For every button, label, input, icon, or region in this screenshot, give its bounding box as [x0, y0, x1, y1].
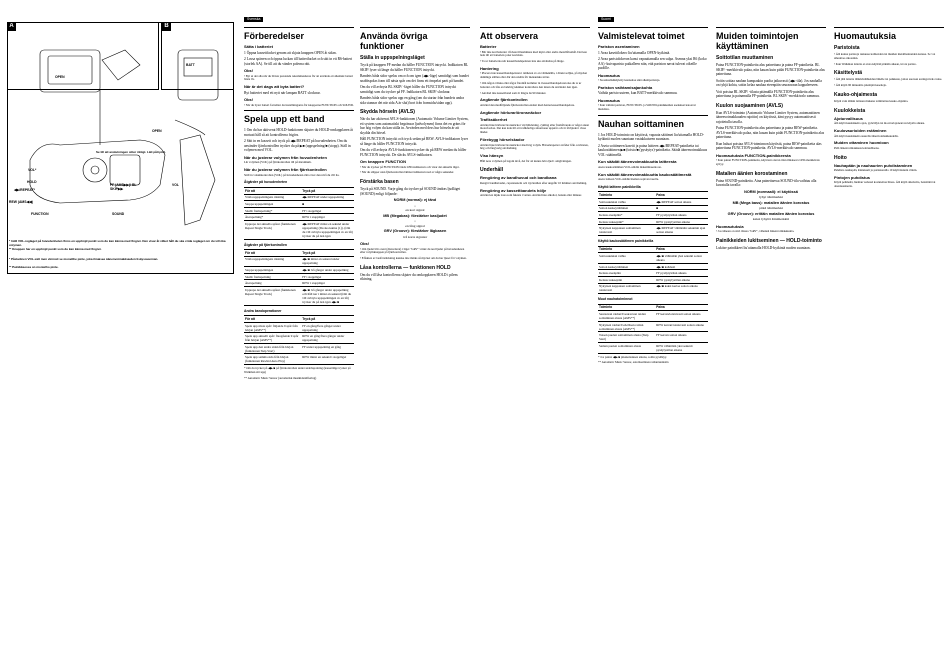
- table-cell: FF kerran soiton aikana: [655, 332, 708, 343]
- table-row: [244, 201, 354, 208]
- table-header-cell: Paina: [655, 304, 708, 311]
- heading-fi-traffic: Ajoturvallisuus: [834, 115, 863, 121]
- heading-fi-vol-remote: Kun säädät äänenvoimakkuutta kaukosäätimestä: [598, 171, 692, 177]
- table-row: [598, 311, 708, 322]
- table-cell: Seuraavan raidan/9 seuraavan raidan soittaminen alusta (AMS**): [598, 311, 655, 322]
- diagram-note-4: ** Painikkeessa on monielho pinte.: [9, 265, 59, 269]
- table-row: [244, 343, 354, 354]
- cleaning-head-note: Rengör bandhuvudet, capstanaxeln och tryckrullen efter ungefär 10 timmars användning.: [480, 180, 588, 185]
- heading-battery: Sätta i batteriet: [244, 44, 273, 49]
- mode-grv: GRV (Groove): förstärker lågbasen: [383, 229, 447, 234]
- fi-playmode-1: Paina FUNCTION-painiketta alas painettuna ja paina FF-painiketta. BL SKIP/ -merkkivalo palaa, niin kauan kuin pidät FUNCTION-painiketta alas painettuna.: [716, 63, 825, 76]
- play-step-2: 2 Sätt in en kassett och tryck på ◀▶/REPEAT på huvudenheten. Om du använder fjärrkontrollen trycker du på ▶■ (uppspelning/■ (stopp). Ställ in volymen med VOL.: [244, 139, 351, 153]
- language-tab-swedish: Svenska: [244, 17, 263, 22]
- hold-text: Om du vill låsa kontrollerna skjuter du omkopplaren HOLD i pilens riktning.: [360, 272, 458, 282]
- table-header-cell: Toiminto: [598, 192, 655, 199]
- bass-note-2: • Effekten av basförstärkning kanske inte märks så mycket om du har ljuset för volymen.: [360, 256, 467, 261]
- table-cell: Stoppa uppspelningen: [244, 267, 301, 274]
- fi-batt-1: • Älä kanna paristoja taskussa kolikoiden tai muiden metalliesineiden kanssa. Se voi aiheuttaa oikosulun.: [834, 52, 936, 60]
- fi-mode-signal-3: kaksi lyhyttä äänimerkkiä: [752, 217, 790, 222]
- heading-bass: Förstärka basen: [360, 179, 399, 186]
- heading-fi-remote: Kauko-ohjaimesta: [834, 91, 878, 98]
- diagram-note-2: ** Knappen har en upphöjd punkt som du kan känna med fingret.: [9, 247, 102, 251]
- fi-consider: Pidä äänenvoimakkuus kohtuullisena.: [834, 145, 880, 150]
- table-cell: ◀▶/■ minst en sekund under uppspelning: [301, 256, 354, 267]
- heading-fi-clean-head: Nauhapään ja nauhaurien puhdistaminen: [834, 162, 913, 168]
- heading-fi-hearing: Kuulovaurioiden estäminen: [834, 128, 887, 134]
- vol-remote-text: Ställ in volumkontrollen (VOL) på huvudenheten rätta över den nivå du vill ha.: [244, 172, 340, 177]
- function-label: FUNCTION: [31, 212, 49, 216]
- repeat-label: ◀▶/REPEAT*: [14, 188, 35, 192]
- vol-label: VOL*: [28, 168, 37, 172]
- step-1: 1 Öppna kassettfacket genom att skjuta knappen OPEN åt sidan.: [244, 50, 337, 55]
- fi-table-3-caption: Muut nauhatoiminnot: [598, 297, 633, 302]
- heading-fi-playmode: Soittotilan muuttaminen: [716, 55, 774, 61]
- heading-maintenance: Underhåll: [480, 167, 504, 174]
- fi-clean-case: Käytä pehmeää, hieman vedessä kostutettua liinaa. Älä käytä alkoholia, bensiiniä tai ohennusainetta.: [834, 180, 936, 189]
- batt-label: BATT: [186, 63, 195, 67]
- fi-bass-note: • Jos ääneen on särö tilassa "GRV", vähennä äänenvoimakkuutta.: [716, 229, 795, 234]
- fi-remote: Käytä vain tämän laitteen mukana toimitettua kauko-ohjainta.: [834, 98, 909, 103]
- table-main-unit: [244, 187, 354, 240]
- sound-label: SOUND: [112, 212, 125, 216]
- table-row: [244, 207, 354, 214]
- heading-headphones: Angående hörlurar/öronsnäckor: [480, 109, 542, 115]
- heading-fi-headphones: Kuulokkeista: [834, 107, 866, 114]
- table-cell: Snabb framspolning: [244, 273, 301, 280]
- heading-fi-batteries: Paristoista: [834, 45, 860, 51]
- heading-observe: Att observera: [480, 27, 590, 41]
- table-header-cell: För att: [244, 250, 301, 257]
- table-other-ops: [244, 315, 354, 365]
- table-row: [598, 218, 708, 225]
- fi-table-1-caption: Käyttö laitteen painikkeilla: [598, 184, 641, 189]
- column-fi-notes: [834, 24, 944, 664]
- table-header-row: [244, 250, 354, 257]
- table-row: [598, 321, 708, 332]
- table-cell: Saman puolen soittaminen alusta: [598, 342, 655, 353]
- handling-3: • Använd inte kassettband som är längre än 90 minuter.: [480, 90, 547, 95]
- open-label-a: OPEN: [55, 75, 65, 79]
- table-cell: ◀▶/■ kaksi kertaa soiton aikana: [655, 283, 708, 294]
- fi-table-2-caption: Käyttö kaukosäätimen painikkeilla: [598, 239, 654, 244]
- table-cell: Spela upp den andra sidan från början (funktionen Skip Start): [244, 343, 301, 354]
- fi-vol-remote: Aseta laitteen VOL-säädin hieman sopivan tasolle.: [598, 177, 659, 182]
- table-cell: Nykyisen raidan/9 edellisen raidan soittaminen alusta (AMS**): [598, 321, 655, 332]
- heading-fi-functions: Muiden toimintojen käyttäminen: [716, 27, 826, 51]
- table-header-row: [598, 192, 708, 199]
- play-step-1: 1 Om du har aktiverat HOLD-funktionen skjuter du HOLD-omkopplaren åt motsatt håll så att kontrollerna frigörs.: [244, 128, 353, 137]
- table-row: [598, 270, 708, 277]
- function-note-1: • När du trycker på FUNCTION tänds LED-indikatorn och visar det aktuella läget.: [360, 164, 460, 169]
- heading-fi-clean-case: Pintojen puhdistus: [834, 174, 870, 180]
- heading-playmode: Ställa in uppspelningsläget: [360, 55, 425, 61]
- heading-batteries: Batterier: [480, 44, 497, 49]
- table-row: [598, 205, 708, 212]
- table-row: [598, 342, 708, 353]
- table-cell: FF i stoppläget: [301, 273, 354, 280]
- vol-label-b: VOL: [172, 183, 179, 187]
- table-cell: Soittosuunnan vaihto: [598, 253, 655, 264]
- table-cell: FF kerran/toistuvasti soiton aikana: [655, 311, 708, 322]
- fi-mode-signal-2: pitkä äänimerkki: [759, 206, 783, 211]
- table-cell: ◀▶/■ två gånger under uppspelning: [301, 267, 354, 274]
- table-cell: Nykyisen kappaleen soittaminen toistuvasti: [598, 283, 655, 294]
- mode-arrow-2: ↓: [414, 219, 416, 224]
- heading-fi-function-btn: Huomautuksia FUNCTION-painikkeesta: [716, 152, 791, 158]
- heading-consider: Visa hänsyn: [480, 153, 504, 159]
- open-label-b: OPEN: [152, 129, 162, 133]
- heading-avls: Skydda hörseln (AVLS): [360, 109, 415, 115]
- table-cell: Återspolning: [244, 280, 301, 287]
- table-row: [598, 212, 708, 219]
- table-header-row: [598, 246, 708, 253]
- heading-play: Spela upp ett band: [244, 110, 354, 124]
- fi-hearing: Älä käytä kuulokkeita suurella äänenvoimakkuudella.: [834, 133, 899, 138]
- heading-fi-bass: Matalien äänien korostaminen: [716, 170, 788, 177]
- table-header-cell: Tryck på: [301, 250, 354, 257]
- table-row: [598, 225, 708, 236]
- fi-avls-1: Kun AVLS-toiminto (Automatic Volume Limiter System, automaattinen äänenvoimakkuuden rajoitin) on käytössä, ääni pysyy automaattisesti rajoitetulla tasolla.: [716, 110, 820, 124]
- mode-signal-3: två korta signaler: [402, 234, 428, 239]
- heading-hearing: Förebygg hörselskador: [480, 137, 525, 143]
- remote-note: Använd den medföljande fjärrkontrollen endast med denna kassettbandspelare.: [480, 102, 575, 107]
- fi-batt-2: • Kun Walkman laitetta ei aiota käyttää pitkään aikaan, irrota paristo.: [834, 61, 917, 66]
- mode-mb: MB (Megabas): förstärker basljudet: [383, 213, 447, 218]
- table-header-row: [244, 316, 354, 323]
- hold-label: HOLD: [27, 180, 37, 184]
- table-3-caption: Andra bandoperationer: [244, 308, 282, 313]
- table-cell: ■: [301, 201, 354, 208]
- note-text: • Byt ut det alla när du blösta prestanda rekommenderas för att använda ett alkaliskt batteri bästa liv.: [244, 73, 353, 82]
- fi-note-heading: Huomautus: [598, 72, 620, 78]
- table-cell: ◀▶/REPEAT under uppspelning: [301, 194, 354, 201]
- table-row: [598, 199, 708, 206]
- heading-hold: Låsa kontrollerna — funktionen HOLD: [360, 264, 451, 271]
- heading-traffic: Trafiksäkerhet: [480, 117, 508, 123]
- table-cell: Soittosuunnan vaihto: [598, 199, 655, 206]
- table-cell: REW kerran/toistuvasti soiton aikana: [655, 321, 708, 332]
- avls-2: Håll FUNCTION intryckt och tryck sedan på REW. AVLS-indikatorn lyser så länge du håller FUNCTION intryckt.: [360, 137, 468, 146]
- fi-handling-1: • Älä jätä laitetta lämmönlähteiden lähelle tai paikkaan, johon suoraan auringonvalo tulee.: [834, 77, 943, 82]
- heading-vol-remote: När du justerar volymen från fjärrkontrollen: [244, 167, 327, 173]
- note-text-2: • När du byter batteri fortsätter du installningarna för knapparna FUNCTION och SOUND.: [244, 102, 354, 107]
- table-cell: ◀▶/REPEAT vähintään sekunnin ajan soiton aikana: [655, 225, 708, 236]
- function-note-2: • När du släpper utan fjärrkontrollen lämnar indikatorn ned av några sekunder.: [360, 170, 455, 175]
- table-cell: REW pysäytystilan aikana: [655, 218, 708, 225]
- fi-play-1: 1 Jos HOLD-toiminto on käytössä, vapauta säätimet liu'uttamalla HOLD-kytkintä nuolen suuntaan vastakkaiseen suuntaan.: [598, 132, 704, 142]
- note-heading-2: Obs!: [244, 97, 254, 103]
- fi-play-2: 2 Aseta soittimeen kasetti ja paina laitteen ◀▶/REPEAT-painiketta tai kaukosäätimen ▶■ (toisto/■ (pysäytys)-painiketta. Säädä äänenvoimakkuus VOL-säätimellä.: [598, 143, 708, 157]
- table-header-cell: Toiminto: [598, 304, 655, 311]
- heading-fi-vol-main: Kun säädät äänenvoimakkuutta laitteesta: [598, 159, 677, 165]
- table-row: [598, 263, 708, 270]
- handling-2: • Om någon vätska eller något föremål kommer in i kassettbandspelaren ska du ta ur batteriet och låta en behörig tekniker kontrollera den innan du använder den igen.: [480, 80, 582, 89]
- diagram-note-3: * Påskelinen VOL-sätt men vimnoit se monelthe pinte, joka ilmaisee äänenvoimakkuuden lisäyssuunnan.: [9, 257, 159, 261]
- table-cell: REW pysäytystilan aikana: [655, 276, 708, 283]
- table-cell: FF i stoppläget: [301, 207, 354, 214]
- table-cell: ◀▶/REPEAT minst en sekund under uppspelning (Du ska kunna (1)). (Om du vill avbryta uppspelningen av en låt) trycker du på den igen: [302, 221, 353, 238]
- table-row: [244, 220, 354, 239]
- fi-traffic: Älä käytä kuulokkeita ajon, pyöräilyn tai moottoriajoneuvon käytön aikana.: [834, 121, 925, 126]
- fi-table-remote: [598, 246, 708, 295]
- table-cell: ◀▶/REPEAT soiton aikana: [655, 199, 708, 206]
- table-cell: Nykyisen kappaleen soittaminen toistuvasti: [598, 225, 655, 236]
- fi-mode-mb: MB (Mega bass): matalien äänien korostus: [732, 200, 810, 205]
- heading-replace: När är det dags att byta batteri?: [244, 84, 305, 90]
- heading-fi-care: Hoito: [834, 154, 847, 161]
- column-fi-prepare: [598, 24, 708, 664]
- clip-note: Se till att anslutningen sitter riktigt. Lätt påtryckt.: [96, 150, 166, 154]
- avls-3: Om du vill avbryta AVLS-funktionen trycker du på REW medan du håller FUNCTION intryckt. De släcks AVLS-indikatorn.: [360, 148, 467, 157]
- table-row: [244, 322, 354, 333]
- fi-hold-text: Lukitse painikkeet liu'uttamalla HOLD-kytkintä nuolen suuntaan.: [716, 245, 811, 250]
- bass-note-heading: Obs!: [360, 241, 370, 247]
- fi-function-note: • Kun painat FUNCTION-painiketta, käytössä olevan tilan ilmaiseva LED-merkkivalo syttyy.: [716, 158, 820, 166]
- table-cell: Toisen puolen soittaminen alusta (Skip Start): [598, 332, 655, 343]
- traffic-note: Använd inte hörlurar/öronsnäckor vid bilkörning, cykling eller framförande av något annat motorfordon. Det kan leda till att trafikfarliga situationer uppstår och är förbjudet i vissa länder.: [480, 122, 590, 135]
- rew-label: REW (AMS◀◀): [9, 200, 33, 204]
- language-tab-finnish: Suomi: [598, 17, 614, 22]
- table-row: [244, 273, 354, 280]
- table-row: [244, 267, 354, 274]
- table-header-cell: Tryck på: [301, 316, 354, 323]
- table-cell: FF pysäytystilan aikana: [655, 270, 708, 277]
- table-header-cell: Toiminto: [598, 246, 655, 253]
- table-cell: REW vähintään yksi sekunti pysäytystilan aikana: [655, 342, 708, 353]
- table-row: [244, 256, 354, 267]
- fi-bass-note-heading: Huomautuksia: [716, 223, 744, 229]
- table-header-row: [244, 187, 354, 194]
- avls-1: När du har aktiverat AVLS-funktionen (Automatic Volume Limiter System, ett system som automatiskt begränsar ljudvolymen) finns det en gräns för hur hög volym du kan ställa in. Avvärden med dess hur hörseln är att skydda din hörsel.: [360, 117, 469, 135]
- table-cell: REW i stoppläget: [301, 214, 354, 221]
- heading-remote: Angående fjärrkontrollen: [480, 97, 528, 103]
- table-cell: Återspolning*: [244, 214, 301, 221]
- footnote-1: * Om du trycker på ◀▶/■ på fjärrkontrollen under snabbspolning (kassettläge trycker på Walkman sitt upp): [244, 366, 351, 374]
- table-cell: ◀▶/■ vähintään yksi sekunti soiton aikana: [655, 253, 708, 264]
- fi-playmode-2: Soitin soittaa nauhan kumpaakin puolta jatkuvasti (◀▶-tila). Jos nauhalla on tyhjä kohta, soitin kelaa nauhaa eteenpäin seuraavaan kappaleeseen.: [716, 78, 822, 87]
- heading-fi-prepare: Valmistelevat toimet: [598, 27, 708, 41]
- heading-fi-replace: Pariston vaihtamisajankohta: [598, 84, 653, 90]
- table-cell: Soiton keskeyttäminen: [598, 205, 655, 212]
- table-header-cell: Paina: [655, 192, 708, 199]
- table-row: [244, 287, 354, 306]
- column-precautions: [480, 24, 590, 664]
- table-2-caption: Åtgärder på fjärrkontrollen: [244, 242, 287, 247]
- fi-note-heading-2: Huomautus: [598, 97, 620, 103]
- fi-note: • Suosituslisäkäytetty kannattaa sinä alkaliparistoja.: [598, 78, 661, 82]
- heading-function-btn: Om knappen FUNCTION: [360, 159, 407, 164]
- table-cell: FF under uppspelning en gång: [301, 343, 354, 354]
- table-row: [598, 283, 708, 294]
- table-row: [244, 333, 354, 344]
- fi-handling-2: • Älä käytä 90 minuuttia pitempiä kasetteja.: [834, 83, 887, 88]
- table-cell: Växla uppspelningens riktning: [244, 256, 301, 267]
- column-functions: [360, 24, 470, 664]
- table-cell: FF en gång/flera gånger under uppspelning: [301, 322, 354, 333]
- consider-note: Håll nere volymen på lagom nivå, det för att kunna höra ljud i omgivningen.: [480, 158, 572, 163]
- figure-b-label: B: [162, 22, 171, 31]
- vol-main-text: Lär volymen (VOL) på fjärrkontrollen till på maximum.: [244, 160, 312, 165]
- table-row: [598, 253, 708, 264]
- column-prepare: [244, 24, 354, 664]
- table-header-cell: Paina: [655, 246, 708, 253]
- table-header-cell: För att: [244, 187, 301, 194]
- table-cell: ◀▶/■ kahdesti: [655, 263, 708, 270]
- cleaning-case-note: Använd en mjuk trasa som fuktats i vatten. Använd inte alkohol, bensin eller thinner.: [480, 193, 582, 198]
- hearing-note: Använd inte hörlurar/öronsnäckor med hög volym. Hörselexperter avråder från oavbruten, hög och långvarig användning.: [480, 142, 589, 151]
- table-cell: REW en gång/flera gånger under uppspelning: [301, 333, 354, 344]
- heading-vol-main: När du justerar volymen från huvudenheten: [244, 154, 327, 160]
- table-cell: Spela upp samma sida från början (funktionen Rewind Auto Play): [244, 354, 301, 365]
- fi-playmode-3: Voit poistaa BL SKIP/ -tilasta pitämällä FUNCTION-painiketta alas painettuna ja painamalla FF-painiketta. BL SKIP/ -merkkivalo sammuu.: [716, 89, 820, 98]
- heading-fi-consider: Muiden ottaminen huomioon: [834, 140, 889, 146]
- table-cell: Växla uppspelningens riktning: [244, 194, 301, 201]
- heading-handling: Hantering: [480, 65, 499, 71]
- table-cell: REW minst en sekund i stoppläget: [301, 354, 354, 365]
- handling-1: • Placera inte kassettbandspelaren i närheten av en värmekälla, i direkt solljus, på mycket dammiga ställen eller där den utsätts för mekaniska stötar.: [480, 71, 588, 80]
- table-row: [244, 354, 354, 365]
- table-row: [598, 332, 708, 343]
- step-2: 2 Lossa spärren och öppna luckan till batterifacket och sätt in ett R6-batteri (storlek AA). Se till att du vänder polerna rätt.: [244, 57, 353, 66]
- table-cell: Soiton keskeyttäminen: [598, 263, 655, 270]
- column-fi-functions: [716, 24, 826, 664]
- note-heading: Obs!: [244, 68, 254, 73]
- batt-note-1: • Bär inte kortbatterier i fickan tillsammans med mynt eller andra metallföremål. Det kan leda till att batteriets poler kortsluts.: [480, 49, 587, 58]
- heading-fi-avls: Kuulon suojaaminen (AVLS): [716, 102, 783, 109]
- fi-table-other: [598, 304, 708, 354]
- table-cell: Stoppa uppspelningen: [244, 201, 301, 208]
- heading-fi-hold: Painikkeiden lukitseminen — HOLD-toiminto: [716, 237, 822, 244]
- heading-fi-handling: Käsittelystä: [834, 70, 863, 77]
- fi-avls-3: Kun haluat poistaa AVLS-toiminnon käytöstä, paina REW-painiketta alas painettuna FUNCTION-painiketta. AVLS-merkkivalo sammuu.: [716, 141, 822, 150]
- mode-signal-2: en lång signal: [405, 223, 425, 228]
- fi-mode-norm: NORM (normaali): ei käytössä: [744, 189, 798, 194]
- fi-mode-grv: GRV (Groove): erittäin matalien äänien korostus: [727, 211, 815, 216]
- mode-norm: NORM (normal): ej tänd: [393, 198, 437, 203]
- fi-vol-main: Aseta kaukosäätimen VOL-säädin maksimiasentoon.: [598, 164, 662, 169]
- fi-mode-signal-1: lyhyt äänimerkki: [759, 195, 783, 200]
- fi-note-2: • Kun vaihdat pariston, FUNCTION- ja SOUND-painikkeiden asetukset katoavat muistista.: [598, 103, 696, 112]
- table-cell: FF pysäytystilan aikana: [655, 212, 708, 219]
- fi-clean-head: Puhdista nauhapää, ääniakseli ja puristusrulla 10 käyttötunnin välein.: [834, 168, 918, 173]
- playmode-1: Tryck på knappen FF medan du håller FUNCTION intryckt. Indikatorn BL SKIP/ lyser så länge du håller FUNCTION intryckt.: [360, 63, 469, 72]
- table-row: [244, 194, 354, 201]
- playmode-2: Bandets båda sidor spelas om och om igen (◀▶-läge) samtidigt som bandet snabbspolas fram till nästa spår om det finns ett ömpelat parti på bandet.: [360, 74, 469, 83]
- table-cell: Upprepa det aktuella spåret (funktionen Repeat Single Track): [244, 287, 301, 306]
- footnote-2: ** Automatic Music Sensor (automatisk musikidentifiering): [244, 375, 317, 380]
- bass-text: Tryck på SOUND. Varje gång du trycker på SOUND ändras ljudläget (SOUND) enligt följande:: [360, 187, 461, 196]
- table-cell: Snabb framspolning*: [244, 207, 301, 214]
- playmode-3: Om du vill avbryta BL SKIP/ -läget håller du FUNCTION intryckt samtidigt som du trycker på FF. Indikatorn BL SKIP/ slocknar.: [360, 85, 457, 94]
- mode-signal-1: en kort signal: [405, 208, 425, 213]
- playmode-4: Bandets båda sidor spelas upp en gång (om du startar från bandets andra sida stannar det när sida A är slut) bort från framsida/sidan upp).: [360, 96, 464, 105]
- table-cell: Spela upp aktuellt spår/ föregående 9 spår från början (AMS**): [244, 333, 301, 344]
- batt-note-2: • Ta ur batterierna när kassettbandspelaren inte ska användas på länge.: [480, 59, 565, 64]
- table-row: [244, 214, 354, 221]
- table-cell: Spela upp nästa spår/ följande 9 spår från början (AMS**): [244, 322, 301, 333]
- heading-cleaning-head: Rengöring av bandhuvud och bandbana: [480, 175, 557, 181]
- fi-avls-2: Paina FUNCTION-painiketta alas painettuna ja paina REW-painiketta. AVLS-merkkivalo palaa, niin kauan kuin pidät FUNCTION-painiketta alas painettuna.: [716, 126, 825, 139]
- heading-other-functions: Använda övriga funktioner: [360, 27, 470, 51]
- table-cell: Kelaus eteenpäin*: [598, 212, 655, 219]
- figure-a-label: A: [7, 22, 16, 31]
- table-cell: Kelaus taaksepäin*: [598, 218, 655, 225]
- heading-cleaning-case: Rengöring av kassettbandets hölje: [480, 187, 547, 193]
- bass-note-1: • Om ljudet blir orent (distorderat) i läget "GRV" vrider du ned ljudet på huvudenheten eller volymknappen på fjärrkontrollen.: [360, 246, 465, 255]
- table-remote: [244, 249, 354, 306]
- table-1-caption: Åtgärder på huvudenheten: [244, 180, 288, 185]
- table-cell: REW i stoppläget: [301, 280, 354, 287]
- replace-text: Byt batteriet med ett nytt när lampan BATT slocknar.: [244, 90, 321, 95]
- table-cell: Upprepa det aktuella spåret (funktionen Repeat Single Track): [244, 220, 301, 239]
- fi-step-1: 1 Avaa kasettilokero liu'uttamalla OPEN-kytkintä.: [598, 50, 671, 55]
- fi-bass-text: Paina SOUND-painiketta. Aina painettaessa SOUND-tila vaihtuu alla kuvatulla tavalla:: [716, 178, 817, 188]
- heading-preparations: Förberedelser: [244, 27, 354, 41]
- fi-table-main: [598, 191, 708, 236]
- table-row: [244, 280, 354, 287]
- table-cell: Kelaus taaksepäin: [598, 276, 655, 283]
- ff-label: FF (AMS▶▶)/ BL SKIP▶▶: [110, 183, 137, 191]
- diagram-outer-frame: [7, 22, 234, 274]
- fi-step-2: 2 Avaa paristolokeron kansi vapauttamalla sen salpa. Asenna yksi R6 (koko AA) -kuivaparisto paikalleen niin, että pariston navat tulevat oikeille puolille.: [598, 57, 707, 70]
- heading-fi-battery: Pariston asentaminen: [598, 44, 640, 49]
- fi-footnote-2: ** Automatic Music Sensor, automaattinen raidantunnistin: [598, 360, 669, 365]
- fi-replace: Vaihda paristo uuteen, kun BATT-merkkivalo sammuu.: [598, 91, 678, 96]
- mode-arrow-1: ↓: [414, 203, 416, 208]
- table-header-cell: Tryck på: [301, 187, 354, 194]
- heading-fi-play: Nauhan soittaminen: [598, 115, 708, 129]
- table-cell: ◀▶/■ två gånger under uppspelning och håll ner i minst en sekund (Om du vill avbryta uppspelningen av en låt) trycker du på den igen ◀▶/■: [301, 287, 354, 306]
- heading-fi-notes: Huomautuksia: [834, 27, 944, 41]
- table-cell: ■: [655, 205, 708, 212]
- table-header-row: [598, 304, 708, 311]
- fi-footnote-1: * Jos painat ◀▶/■ pikakelauksen aikana, soitin pysähtyy.: [598, 354, 667, 359]
- table-header-cell: För att: [244, 316, 301, 323]
- diagram-note-1: * Intill VOL-reglaget på huvudenheten finns en upphöjd punkt som du kan känna med fingret. Den visar åt vilket håll du ska vrida reglaget om du vill öka volymen.: [9, 239, 226, 247]
- table-row: [598, 276, 708, 283]
- table-cell: Kelaus eteenpäin: [598, 270, 655, 277]
